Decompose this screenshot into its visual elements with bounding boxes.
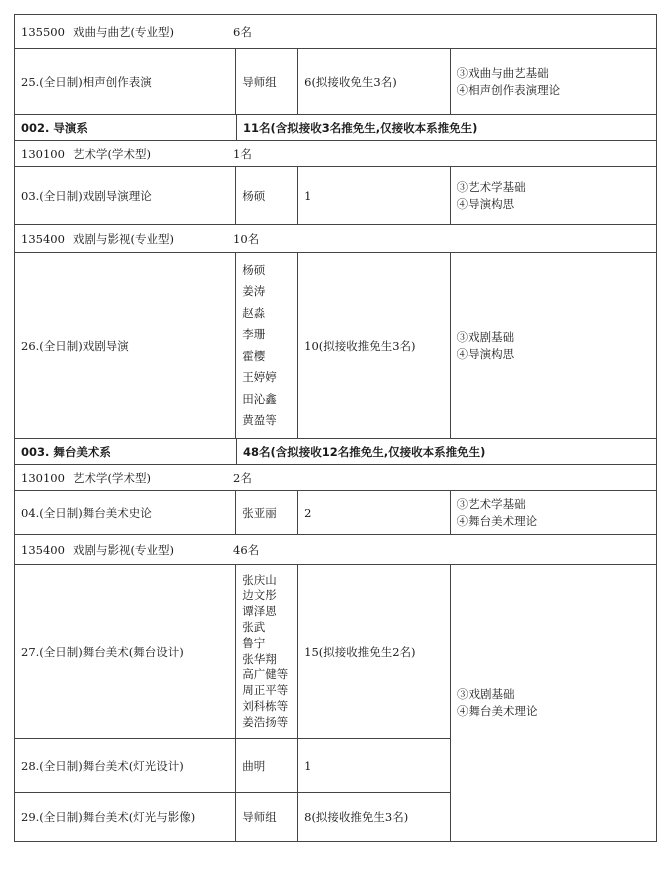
tutor: 鲁宁: [242, 635, 266, 650]
tutor: 杨硕: [242, 262, 266, 277]
major-category: 艺术学(学术型): [73, 470, 151, 485]
major-code: 130100: [21, 146, 65, 161]
table-row: [15, 167, 656, 225]
tutor: 张华翔: [242, 651, 277, 666]
tutor: 高广健等: [242, 667, 289, 682]
tutor: 霍樱: [242, 348, 266, 363]
quota: 8(拟接收推免生3名): [298, 793, 451, 841]
exam-subject: ③戏曲与曲艺基础: [456, 65, 549, 80]
major-name: 04.(全日制)舞台美术史论: [15, 491, 236, 534]
tutor: 曲明: [236, 739, 298, 792]
table-row: [15, 15, 656, 49]
exam-subject: ④舞台美术理论: [457, 704, 538, 718]
major-category: 戏剧与影视(专业型): [73, 542, 174, 557]
exam-subjects: [457, 686, 538, 720]
major-name: 27.(全日制)舞台美术(舞台设计): [15, 565, 236, 738]
quota: 1: [298, 167, 451, 224]
table-row: [15, 253, 656, 439]
tutor: 刘科栋等: [242, 698, 289, 713]
exam-subject: ④导演构思: [456, 196, 515, 211]
major-category: 艺术学(学术型): [73, 146, 151, 161]
exam-subjects: [457, 179, 526, 213]
major-code: 135500: [21, 24, 65, 39]
tutor: 姜涛: [242, 284, 266, 298]
exam-subject: ③戏剧基础: [457, 687, 515, 701]
tutor: 导师组: [236, 793, 298, 841]
table-row: [15, 465, 656, 491]
department-summary: 48名(含拟接收12名推免生,仅接收本系推免生): [243, 444, 486, 459]
quota: 15(拟接收推免生2名): [298, 565, 451, 738]
exam-subject: ④舞台美术理论: [456, 513, 538, 528]
department-row: [15, 115, 656, 141]
quota: 10(拟接收推免生3名): [298, 253, 451, 438]
quota: 1: [298, 739, 451, 792]
major-name: 26.(全日制)戏剧导演: [15, 253, 236, 438]
major-name: 28.(全日制)舞台美术(灯光设计): [15, 739, 236, 792]
major-name: 25.(全日制)相声创作表演: [15, 49, 236, 114]
tutor: 导师组: [236, 49, 298, 114]
tutor: 姜浩扬等: [242, 714, 289, 729]
major-code: 135400: [21, 231, 65, 246]
merged-group: [15, 565, 656, 841]
tutor: 张武: [242, 619, 266, 634]
major-code: 130100: [21, 470, 65, 485]
merged-exam-cell: [450, 565, 656, 841]
table-row: [15, 141, 656, 167]
exam-subject: ③艺术学基础: [456, 496, 526, 511]
department-name: 003. 舞台美术系: [15, 439, 237, 464]
major-category: 戏剧与影视(专业型): [73, 231, 174, 246]
tutor-list: [242, 573, 288, 731]
quota-count: 46名: [233, 542, 260, 557]
exam-subject: ③戏剧基础: [456, 329, 515, 344]
major-name: 29.(全日制)舞台美术(灯光与影像): [15, 793, 236, 841]
tutor: 边文彤: [242, 588, 277, 603]
table-row: [15, 491, 656, 535]
tutor: 赵淼: [242, 305, 266, 320]
quota-count: 10名: [233, 231, 260, 246]
tutor: 王婷婷: [242, 370, 277, 384]
exam-subjects: [457, 496, 538, 530]
table-row: [15, 225, 656, 253]
tutor-list: [242, 260, 277, 432]
table-row: [15, 49, 656, 115]
table-row: [15, 535, 656, 565]
tutor: 周正平等: [242, 683, 289, 698]
major-name: 03.(全日制)戏剧导演理论: [15, 167, 236, 224]
quota-count: 2名: [233, 470, 252, 485]
exam-subject: ④相声创作表演理论: [456, 82, 561, 97]
tutor: 张庆山: [242, 572, 277, 587]
tutor: 田沁鑫: [242, 391, 277, 406]
tutor: 张亚丽: [236, 491, 298, 534]
tutor: 黄盈等: [242, 413, 277, 427]
exam-subjects: [457, 65, 561, 99]
department-summary: 11名(含拟接收3名推免生,仅接收本系推免生): [243, 120, 478, 135]
department-name: 002. 导演系: [15, 115, 237, 140]
quota: 2: [298, 491, 451, 534]
major-code: 135400: [21, 542, 65, 557]
tutor: 李珊: [242, 327, 266, 341]
tutor: 谭泽恩: [242, 604, 277, 619]
quota: 6(拟接收免生3名): [298, 49, 451, 114]
department-row: [15, 439, 656, 465]
quota-count: 1名: [233, 146, 252, 161]
exam-subject: ③艺术学基础: [456, 179, 526, 194]
quota-count: 6名: [233, 24, 252, 39]
major-category: 戏曲与曲艺(专业型): [73, 24, 174, 39]
admissions-table: [14, 14, 657, 842]
exam-subjects: [457, 329, 515, 363]
exam-subject: ④导演构思: [456, 346, 515, 361]
tutor: 杨硕: [236, 167, 298, 224]
